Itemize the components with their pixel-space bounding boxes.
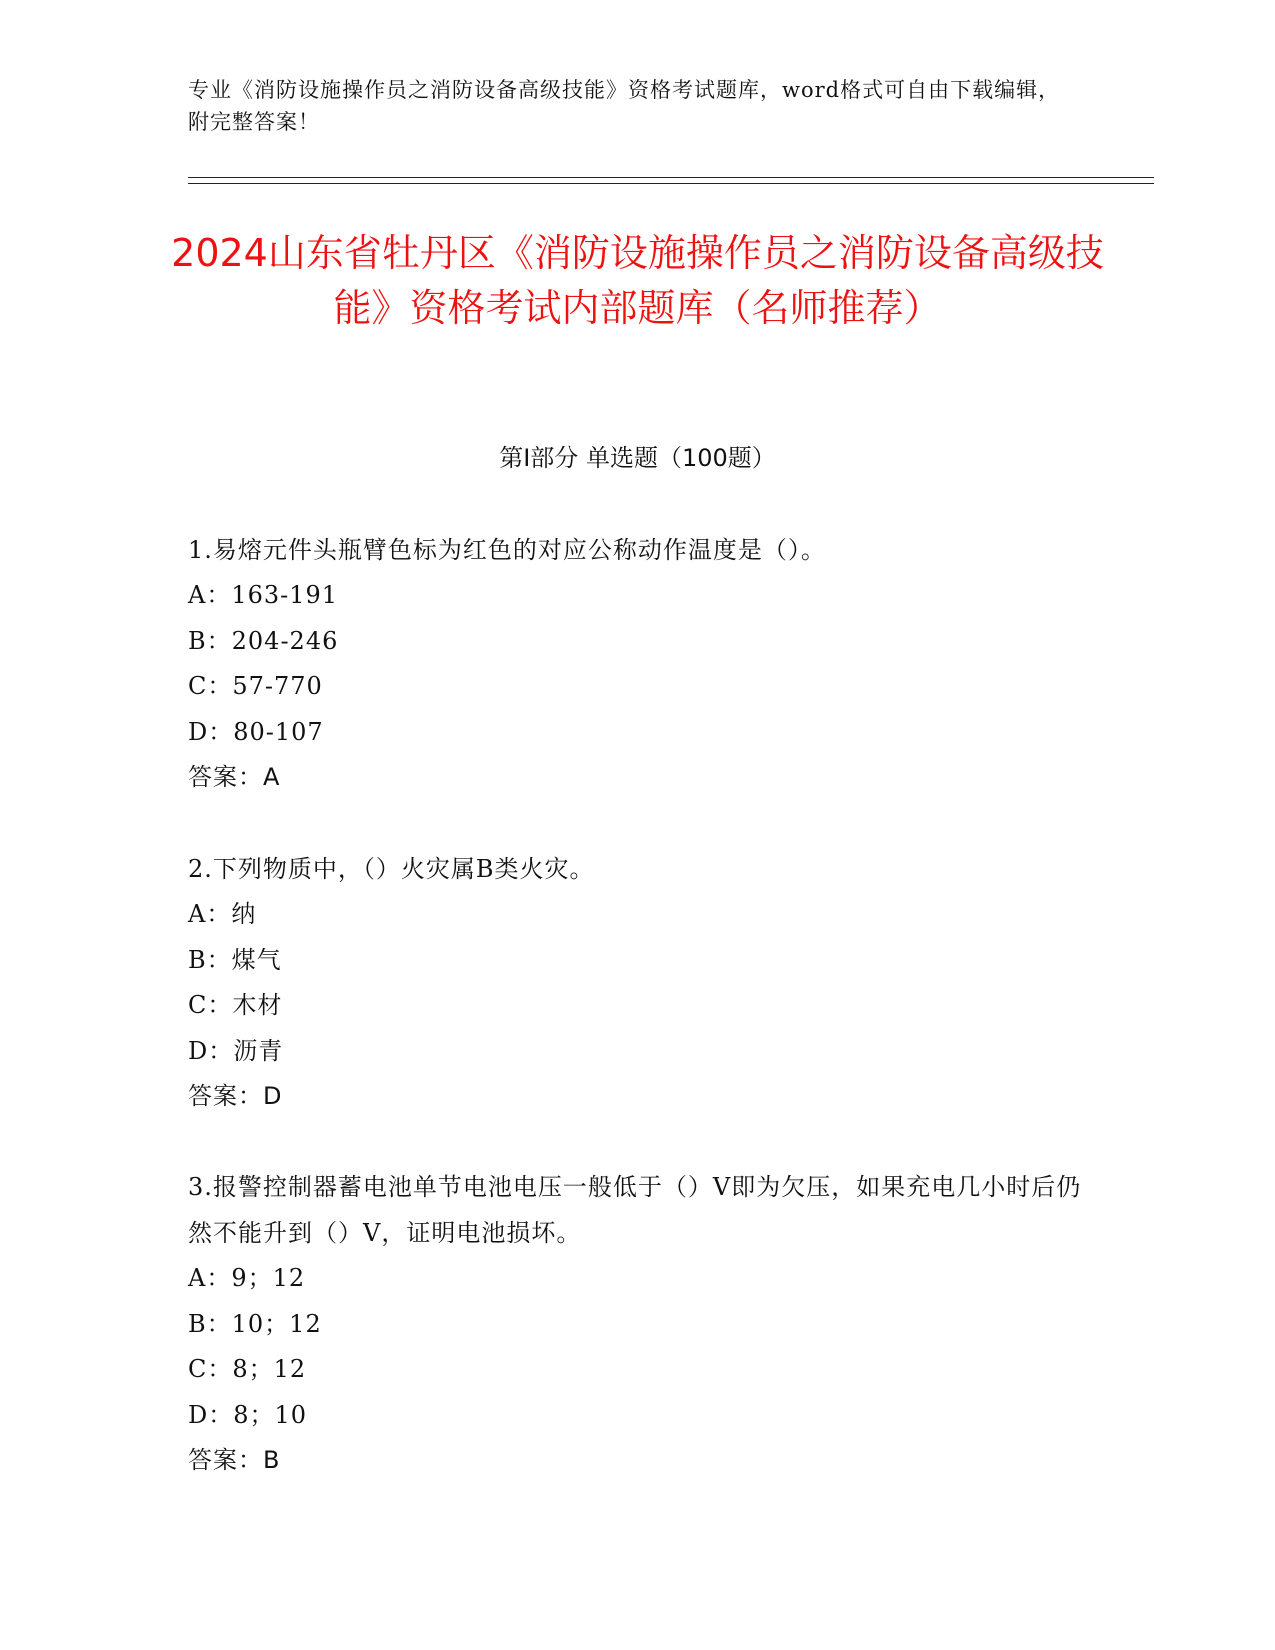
header-rule-top: [188, 177, 1154, 178]
option-a: A：纳: [188, 900, 257, 928]
option-b: B：煤气: [188, 945, 282, 974]
document-title: 2024山东省牡丹区《消防设施操作员之消防设备高级技能》资格考试内部题库（名师推荐）: [171, 231, 1104, 330]
question-1: [188, 527, 1088, 801]
question-stem: 3.报警控制器蓄电池单节电池电压一般低于（）V即为欠压，如果充电几小时后仍然不能升到（）V，证明电池损坏。: [188, 1173, 1082, 1247]
option-c: C：8；12: [188, 1355, 307, 1383]
header-note: 专业《消防设施操作员之消防设备高级技能》资格考试题库，word格式可自由下载编辑，附完整答案！: [188, 78, 1061, 134]
option-d: D：沥青: [188, 1036, 284, 1065]
option-d: D：8；10: [188, 1400, 308, 1429]
answer: 答案：A: [188, 763, 281, 791]
option-a: A：9；12: [188, 1264, 306, 1292]
question-3: [188, 1164, 1088, 1484]
option-c: C：木材: [188, 991, 283, 1019]
option-d: D：80-107: [188, 717, 324, 746]
option-a: A：163-191: [188, 581, 339, 609]
question-2: [188, 846, 1088, 1120]
option-b: B：10；12: [188, 1309, 322, 1338]
option-c: C：57-770: [188, 672, 323, 700]
option-b: B：204-246: [188, 626, 339, 655]
answer: 答案：B: [188, 1446, 281, 1474]
question-stem: 2.下列物质中，（）火灾属B类火灾。: [188, 855, 595, 883]
question-stem: 1.易熔元件头瓶臂色标为红色的对应公称动作温度是（）。: [188, 536, 826, 564]
section-heading: 第Ⅰ部分 单选题（100题）: [499, 444, 776, 472]
header-rule-bottom: [188, 183, 1154, 184]
answer: 答案：D: [188, 1082, 283, 1110]
